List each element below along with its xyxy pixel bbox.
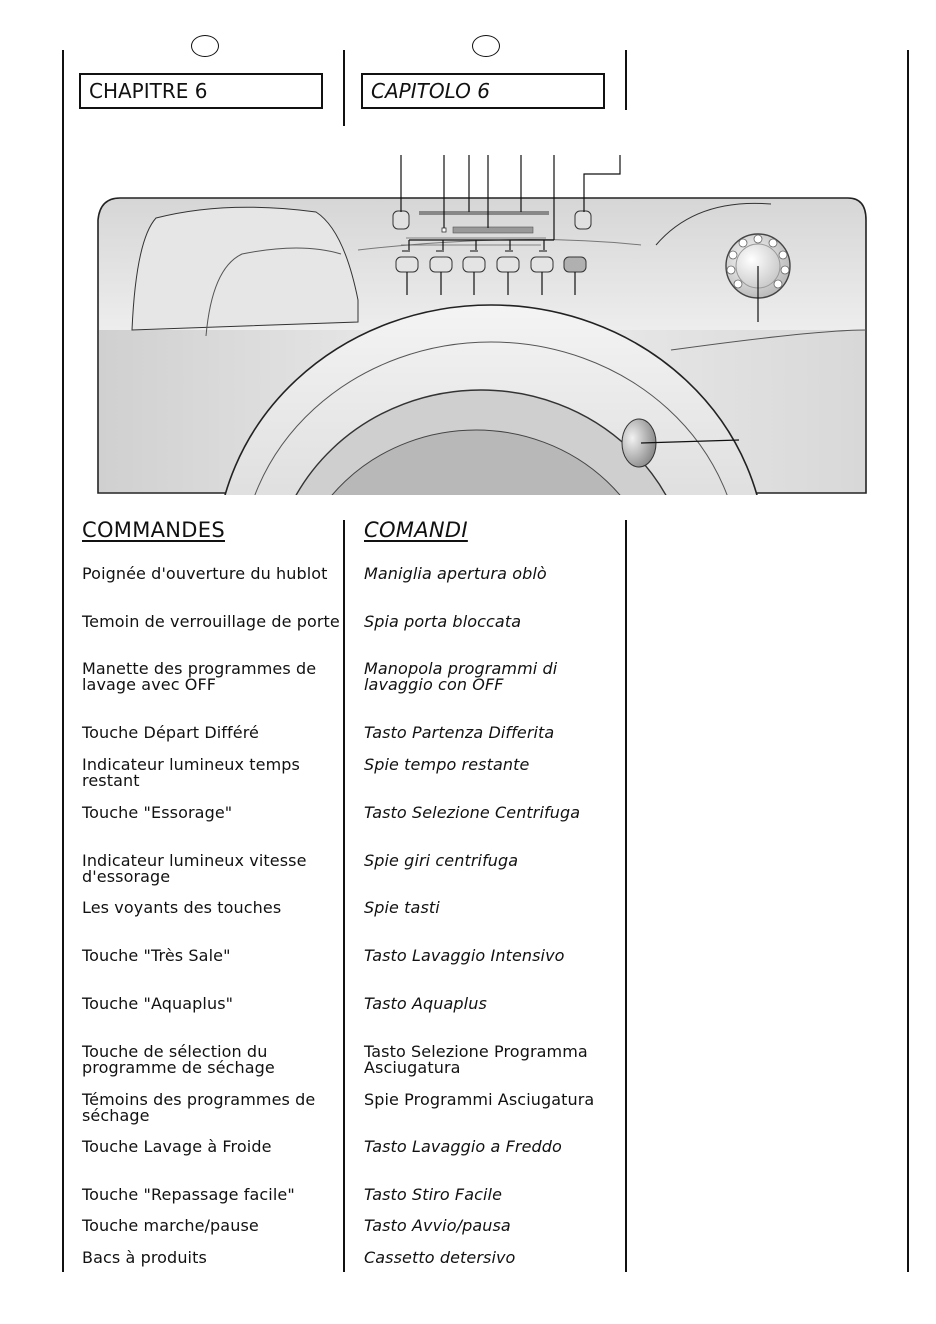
fr-item-10: Touche "Aquaplus" bbox=[82, 994, 234, 1013]
language-badge-it bbox=[472, 35, 500, 57]
it-item-1: Maniglia apertura oblò bbox=[364, 564, 547, 583]
fr-item-3: Manette des programmes de lavage avec OFF bbox=[82, 659, 317, 694]
chapter-title-it: CAPITOLO 6 bbox=[361, 73, 605, 109]
fr-item-15: Touche marche/pause bbox=[82, 1216, 259, 1235]
it-item-5: Spie tempo restante bbox=[364, 755, 530, 774]
it-item-15: Tasto Avvio/pausa bbox=[364, 1216, 511, 1235]
column-rule-middle-top bbox=[343, 50, 345, 126]
fr-item-12: Témoins des programmes de séchage bbox=[82, 1090, 316, 1125]
chapter-title-fr: CHAPITRE 6 bbox=[79, 73, 323, 109]
fr-item-7: Indicateur lumineux vitesse d'essorage bbox=[82, 851, 307, 886]
column-rule-left bbox=[62, 50, 64, 1272]
column-rule-right bbox=[907, 50, 909, 1272]
fr-item-4: Touche Départ Différé bbox=[82, 723, 259, 742]
column-rule-third-bottom bbox=[625, 520, 627, 1272]
fr-item-11: Touche de sélection du programme de séchage bbox=[82, 1042, 275, 1077]
it-item-14: Tasto Stiro Facile bbox=[364, 1185, 503, 1204]
fr-item-8: Les voyants des touches bbox=[82, 898, 282, 917]
washing-machine-control-panel-illustration bbox=[96, 150, 868, 495]
it-item-11: Tasto Selezione Programma Asciugatura bbox=[364, 1042, 588, 1077]
fr-item-6: Touche "Essorage" bbox=[82, 803, 233, 822]
fr-item-5: Indicateur lumineux temps restant bbox=[82, 755, 300, 790]
heading-commandes: COMMANDES bbox=[82, 518, 225, 542]
it-item-8: Spie tasti bbox=[364, 898, 440, 917]
fr-item-1: Poignée d'ouverture du hublot bbox=[82, 564, 328, 583]
heading-comandi: COMANDI bbox=[364, 518, 468, 542]
it-item-12: Spie Programmi Asciugatura bbox=[364, 1090, 595, 1109]
column-rule-middle-bottom bbox=[343, 520, 345, 1272]
fr-item-2: Temoin de verrouillage de porte bbox=[82, 612, 340, 631]
it-item-2: Spia porta bloccata bbox=[364, 612, 522, 631]
it-item-4: Tasto Partenza Differita bbox=[364, 723, 555, 742]
it-item-10: Tasto Aquaplus bbox=[364, 994, 487, 1013]
it-item-16: Cassetto detersivo bbox=[364, 1248, 516, 1267]
it-item-3: Manopola programmi di lavaggio con OFF bbox=[364, 659, 558, 694]
column-rule-third-top bbox=[625, 50, 627, 110]
it-item-13: Tasto Lavaggio a Freddo bbox=[364, 1137, 562, 1156]
fr-item-14: Touche "Repassage facile" bbox=[82, 1185, 295, 1204]
language-badge-fr bbox=[191, 35, 219, 57]
fr-item-16: Bacs à produits bbox=[82, 1248, 207, 1267]
it-item-6: Tasto Selezione Centrifuga bbox=[364, 803, 581, 822]
fr-item-13: Touche Lavage à Froide bbox=[82, 1137, 272, 1156]
it-item-9: Tasto Lavaggio Intensivo bbox=[364, 946, 565, 965]
it-item-7: Spie giri centrifuga bbox=[364, 851, 519, 870]
fr-item-9: Touche "Très Sale" bbox=[82, 946, 231, 965]
